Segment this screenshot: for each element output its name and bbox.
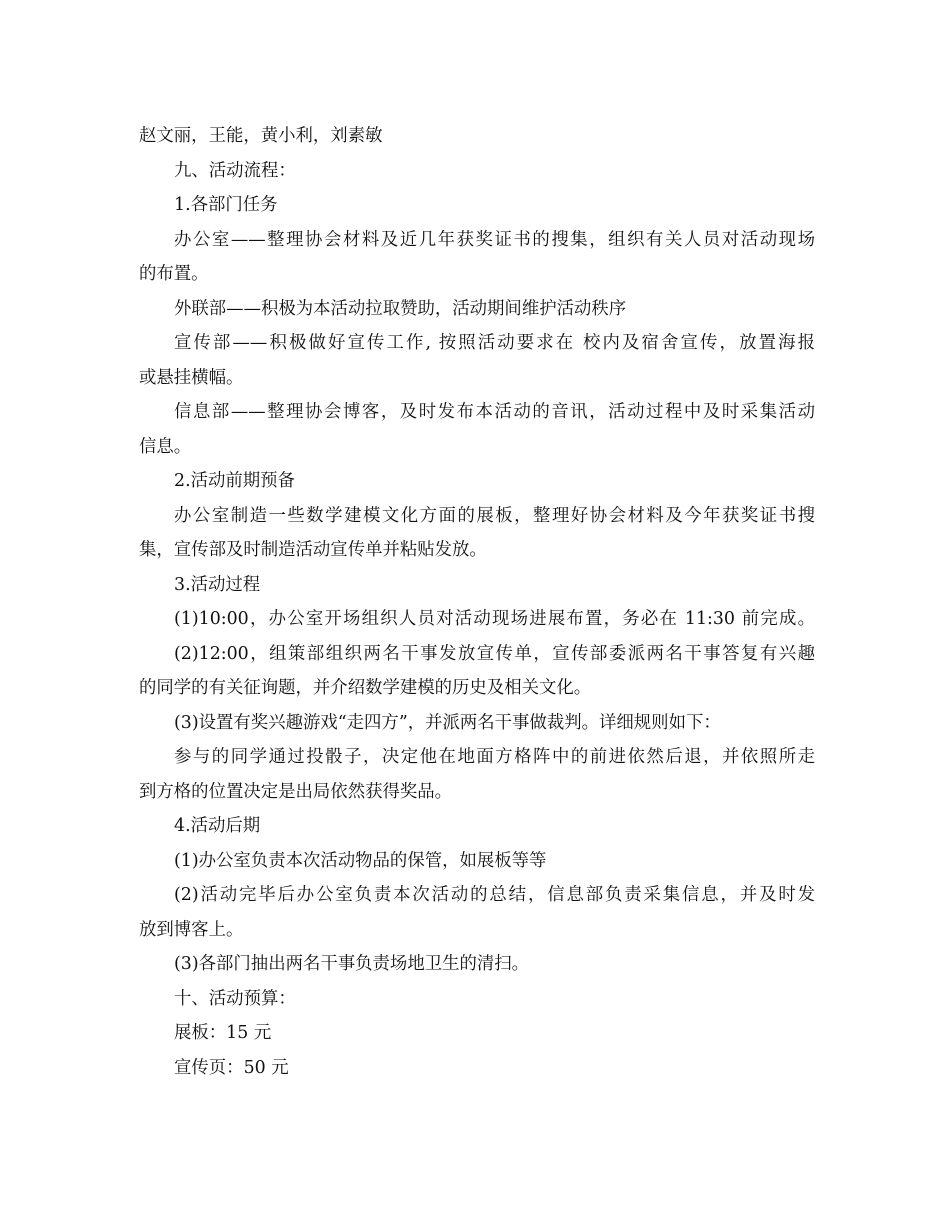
text-line: (3)各部门抽出两名干事负责场地卫生的清扫。 — [174, 954, 530, 974]
subsection-heading: 3.活动过程 — [174, 574, 261, 595]
subsection-heading: 4.活动后期 — [174, 816, 261, 836]
text-line: 集，宣传部及时制造活动宣传单并粘贴发放。 — [139, 540, 487, 560]
text-line: (2)12:00，组策部组织两名干事发放宣传单，宣传部委派两名干事答复有兴趣 — [174, 643, 815, 664]
budget-item: 宣传页：50 元 — [174, 1057, 289, 1078]
text-line: 或悬挂横幅。 — [139, 367, 244, 388]
text-line: 外联部——积极为本活动拉取赞助，活动期间维护活动秩序 — [174, 298, 627, 319]
text-line: 放到博客上。 — [139, 919, 244, 940]
text-line: 的布置。 — [139, 264, 209, 284]
text-line: 信息部——整理协会博客，及时发布本活动的音讯，活动过程中及时采集活动 — [174, 402, 815, 422]
subsection-heading: 1.各部门任务 — [174, 195, 278, 215]
text-line: 到方格的位置决定是出局依然获得奖品。 — [139, 781, 453, 802]
document-body — [139, 119, 815, 1085]
text-line: 办公室——整理协会材料及近几年获奖证书的搜集，组织有关人员对活动现场 — [174, 229, 815, 250]
text-line: (1)10:00，办公室开场组织人员对活动现场进展布置，务必在 11:30 前完成。 — [174, 609, 815, 629]
text-line: (3)设置有奖兴趣游戏“走四方”，并派两名干事做裁判。详细规则如下： — [174, 712, 721, 733]
section-heading: 九、活动流程： — [174, 160, 296, 181]
text-line: 参与的同学通过投骰子，决定他在地面方格阵中的前进依然后退，并依照所走 — [174, 747, 815, 767]
text-line: 的同学的有关征询题，并介绍数学建模的历史及相关文化。 — [139, 678, 592, 698]
subsection-heading: 2.活动前期预备 — [174, 471, 295, 491]
budget-item: 展板：15 元 — [174, 1023, 272, 1043]
text-line: (1)办公室负责本次活动物品的保管，如展板等等 — [174, 850, 547, 871]
text-line: 信息。 — [139, 436, 192, 457]
text-line: (2)活动完毕后办公室负责本次活动的总结，信息部负责采集信息，并及时发 — [174, 885, 815, 905]
section-heading: 十、活动预算： — [174, 988, 296, 1009]
text-line: 办公室制造一些数学建模文化方面的展板，整理好协会材料及今年获奖证书搜 — [174, 505, 815, 526]
text-line: 宣传部——积极做好宣传工作, 按照活动要求在 校内及宿舍宣传，放置海报 — [174, 333, 815, 353]
text-line: 赵文丽，王能，黄小利，刘素敏 — [139, 126, 383, 146]
